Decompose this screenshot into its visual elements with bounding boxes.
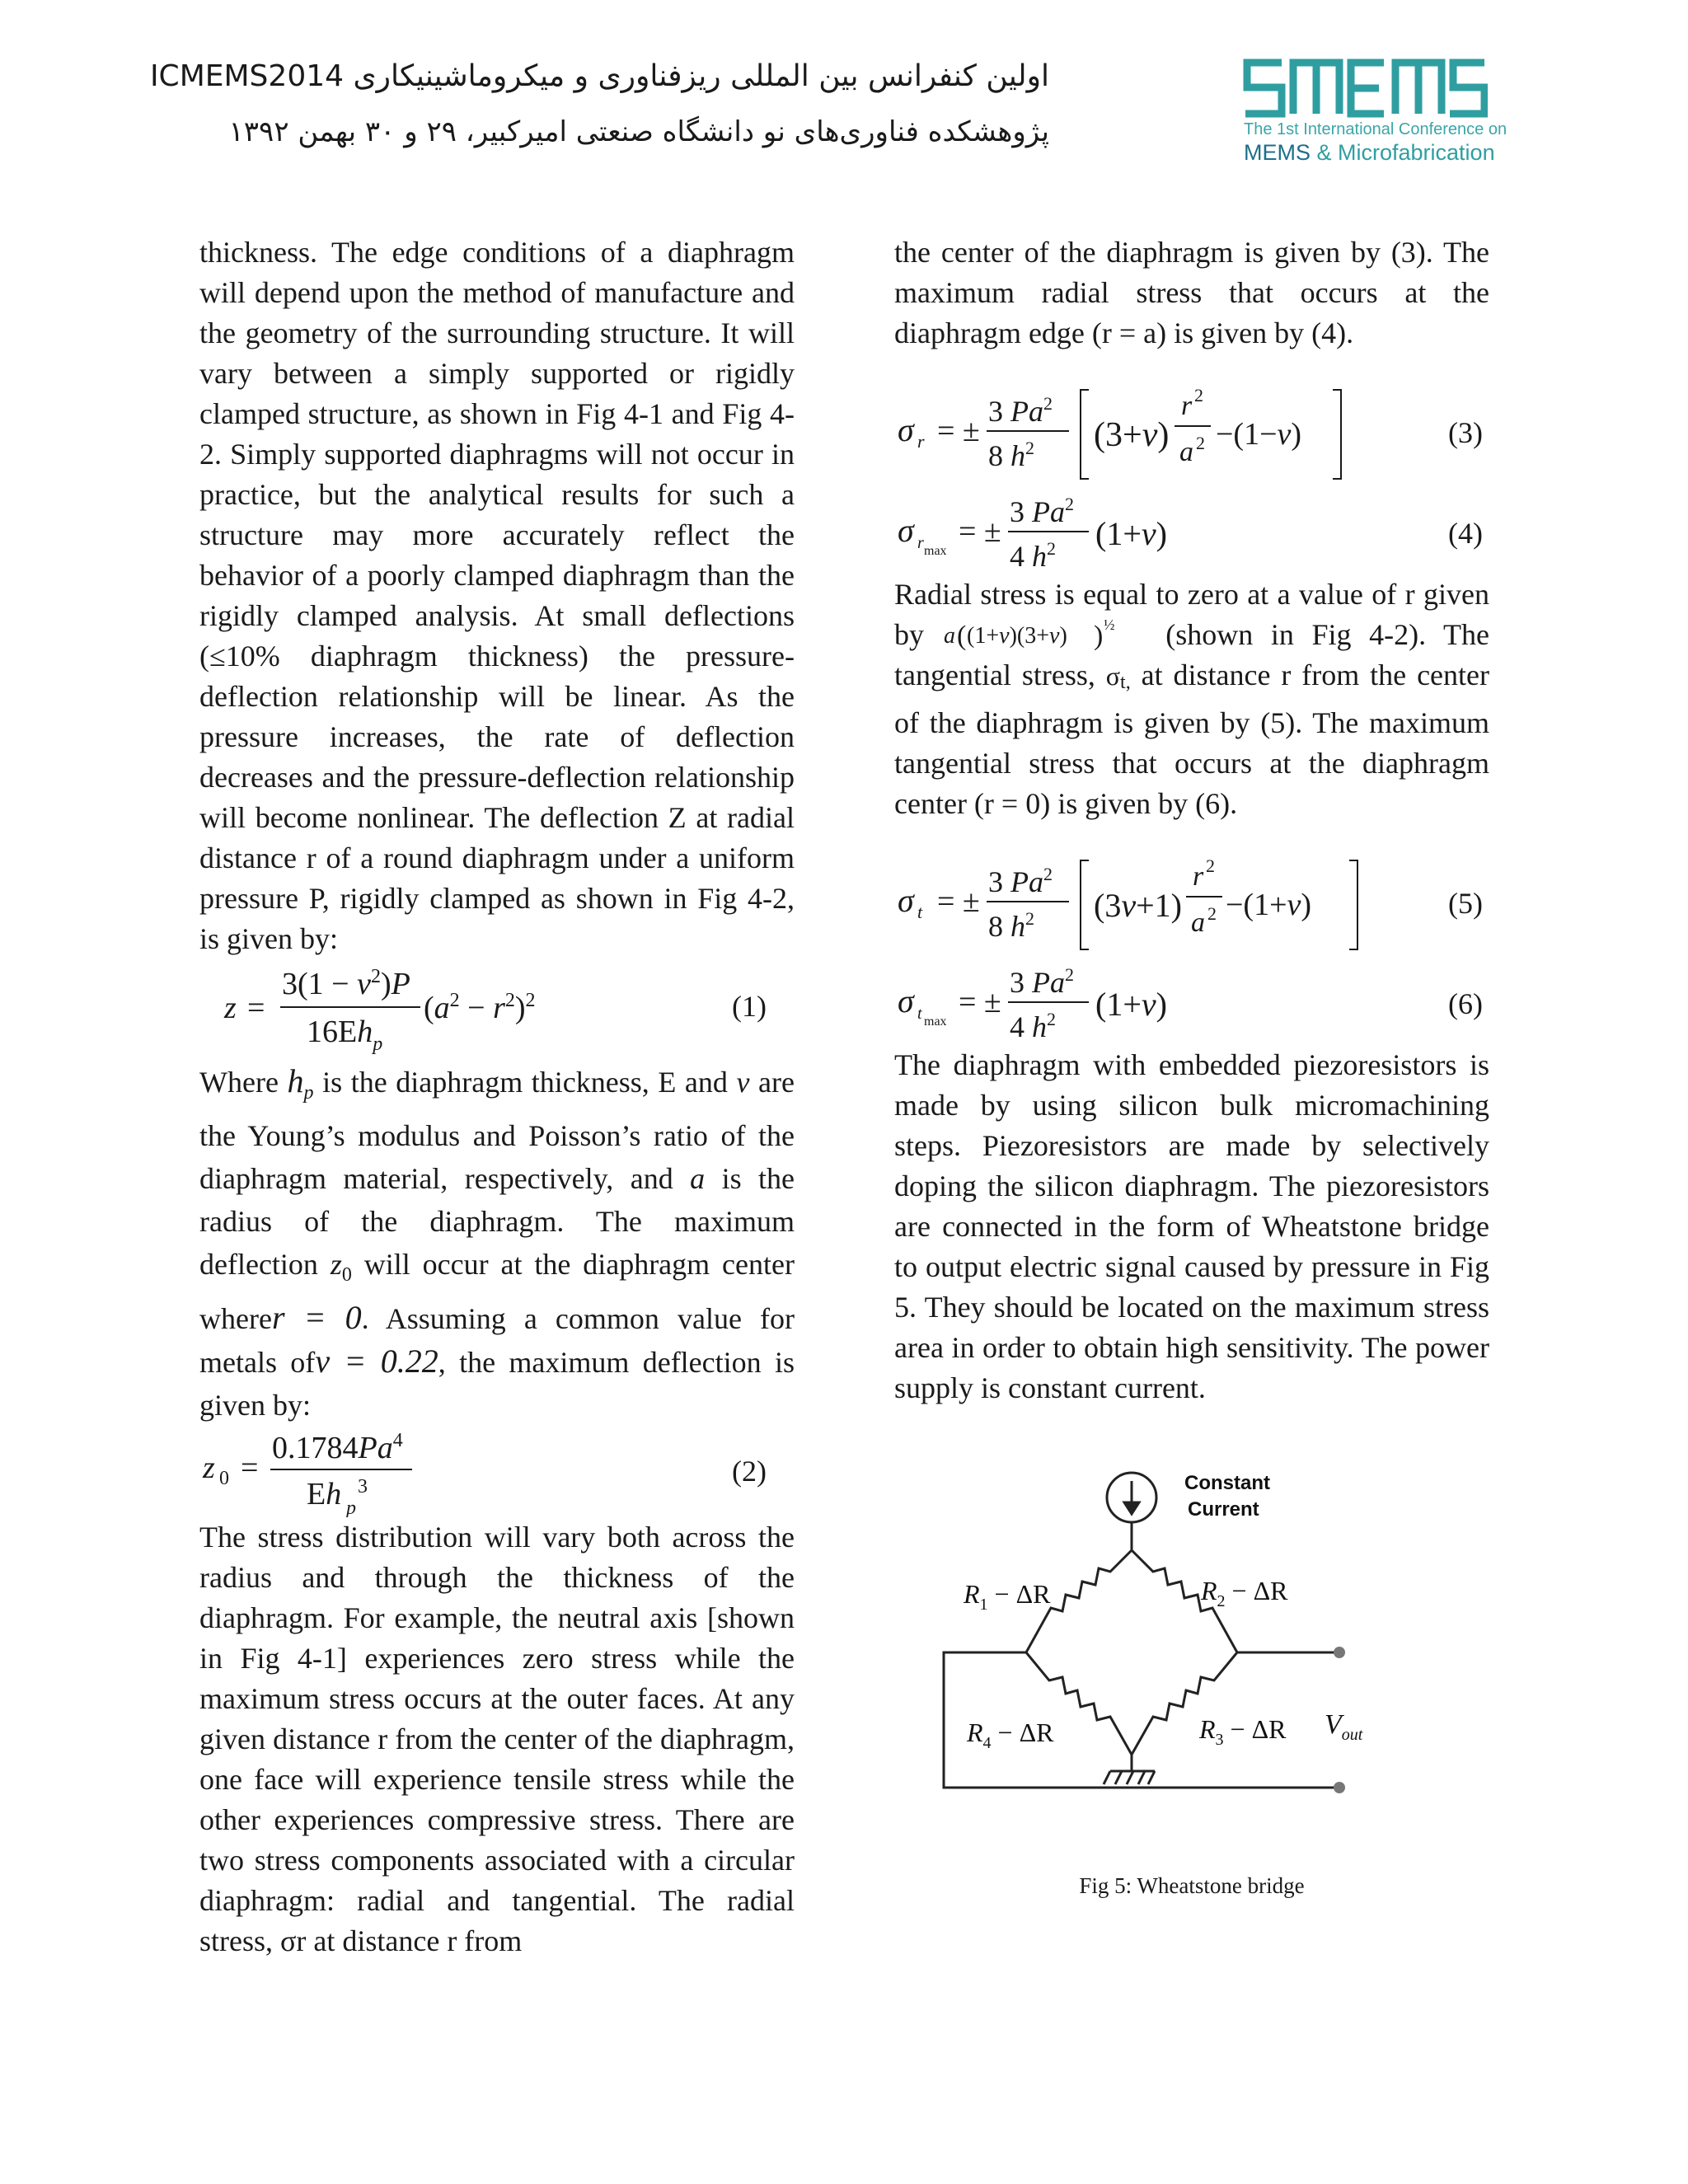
svg-text:3 Pa2: 3 Pa$^2$	[988, 393, 1053, 428]
svg-text:max: max	[924, 544, 947, 558]
svg-text:2: 2	[1206, 855, 1215, 876]
label-r1: $R_1 - \Delta R$	[964, 1579, 1051, 1614]
svg-text:4 h2: 4 $h^2$	[1010, 1009, 1056, 1043]
label-r2: $R_2 - \Delta R$	[1201, 1576, 1288, 1610]
svg-text:p: p	[346, 1497, 356, 1517]
label-r3: $R_3 - \Delta R$	[1199, 1714, 1287, 1749]
svg-text:(3+ν): (3+ν)	[1094, 416, 1170, 454]
equation-6-formula	[894, 963, 1389, 1045]
output-terminal-top	[1334, 1647, 1345, 1658]
equation-1	[199, 959, 795, 1055]
svg-text:=: =	[241, 1451, 259, 1485]
ground-icon	[1104, 1771, 1110, 1784]
equation-1-number: (1)	[732, 990, 767, 1023]
svg-text:8 h2: 8 $h^2$	[988, 908, 1034, 943]
equation-3-number: (3)	[1448, 416, 1483, 449]
svg-text:−(1+ν): −(1+ν)	[1226, 888, 1312, 922]
equation-2-formula	[199, 1427, 694, 1517]
output-terminal-bottom	[1334, 1782, 1345, 1793]
svg-text:16Ehp: $16Eh_p$	[307, 1015, 383, 1055]
equation-2	[199, 1427, 795, 1517]
equation-3	[894, 378, 1489, 487]
svg-text:σ: σ	[898, 982, 914, 1019]
paragraph-tangential-stress: Radial stress is equal to zero at a value of r given by a ( (1+ν)(3+ν) ) ½ (shown in Fig 4-2). The tangential stress, σt, at distance r from the center of the diaphragm is given by (5). The maximum tangential stress that occurs at the diaphragm center (r = 0) is given by (6).	[894, 578, 1490, 820]
label-vout: $V_{out}$	[1325, 1709, 1363, 1744]
smems-logo-icon	[1240, 56, 1488, 120]
svg-text:2: 2	[1194, 385, 1203, 405]
svg-text:(1+ν): (1+ν)	[1095, 515, 1167, 552]
svg-text:σ: σ	[898, 882, 914, 919]
paragraph-edge-conditions: thickness. The edge conditions of a diaphragm will depend upon the method of manufacture and the geometry of the surrounding structure. It will vary between a simply supported or rigidly clamped structure, as shown in Fig 4-1 and Fig 4-2. Simply supported diaphragms will not occur in practice, but the analytical results for such a structure may more accurately reflect the behavior of a poorly clamped diaphragm than the rigidly clamped analysis. At small deflections (≤10% diaphragm thickness) the pressure-deflection relationship will be linear. As the pressure increases, the rate of deflection decreases and the pressure-deflection relationship will become nonlinear. The deflection Z at radial distance r of a round diaphragm under a uniform pressure P, rigidly clamped as shown in Fig 4-2, is given by:	[199, 236, 795, 955]
equation-2-number: (2)	[732, 1455, 767, 1488]
paragraph-piezoresistors: The diaphragm with embedded piezoresistors is made by using silicon bulk micromachining steps. Piezoresistors are made by selectively doping the silicon diaphragm. The piezoresistors are connected in the form of Wheatstone bridge to output electric signal caused by pressure in Fig 5. They should be located on the maximum stress area in order to obtain high sensitivity. The power supply is constant current.	[894, 1048, 1489, 1404]
logo-caption: The 1st International Conference on	[1244, 120, 1507, 138]
svg-text:½: ½	[1103, 616, 1115, 633]
svg-text:max: max	[924, 1015, 947, 1029]
equation-5-number: (5)	[1448, 887, 1483, 920]
svg-text:r: r	[917, 534, 924, 552]
conference-logo	[1240, 56, 1507, 171]
wheatstone-bridge-diagram	[894, 1465, 1489, 1852]
svg-text:(: (	[956, 621, 966, 651]
svg-text:= ±: = ±	[937, 414, 980, 448]
equation-4-number: (4)	[1448, 517, 1483, 550]
svg-text:a: a	[943, 623, 955, 649]
source-label-line2: Current	[1188, 1498, 1259, 1521]
source-label-line1: Constant	[1184, 1472, 1270, 1494]
svg-text:z: z	[224, 991, 237, 1025]
svg-text:Eh: Eh	[307, 1477, 342, 1511]
svg-text:= ±: = ±	[937, 884, 980, 919]
svg-text:r: r	[1181, 391, 1193, 421]
svg-text:(1+ν): (1+ν)	[1095, 986, 1167, 1023]
svg-text:3: 3	[358, 1476, 368, 1497]
svg-text:3 Pa2: 3 Pa$^2$	[1010, 964, 1074, 999]
svg-text:(1+ν)(3+ν): (1+ν)(3+ν)	[966, 623, 1067, 649]
svg-text:σ: σ	[898, 411, 914, 448]
svg-text:= ±: = ±	[959, 514, 1001, 549]
svg-text:a: a	[1179, 437, 1193, 467]
svg-text:= ±: = ±	[959, 985, 1001, 1019]
svg-text:3 Pa2: 3 Pa$^2$	[1010, 494, 1074, 528]
figure-wheatstone-bridge	[894, 1465, 1489, 1906]
svg-text:r: r	[1193, 861, 1204, 892]
label-r4: $R_4 - \Delta R$	[967, 1718, 1054, 1752]
page-header	[0, 49, 1688, 173]
svg-text:8 h2: 8 $h^2$	[988, 438, 1034, 472]
svg-text:a: a	[1191, 907, 1205, 938]
figure-caption: Fig 5: Wheatstone bridge	[1079, 1873, 1305, 1898]
logo-subtitle: MEMS & Microfabrication	[1244, 140, 1495, 165]
equation-6	[894, 963, 1489, 1045]
inline-formula-zero-stress	[942, 615, 1148, 654]
equation-5-formula	[894, 849, 1389, 958]
conference-venue: پژوهشکده فناوری‌های نو دانشگاه صنعتی امیرکبیر، ۲۹ و ۳۰ بهمن ۱۳۹۲	[228, 115, 1049, 148]
paragraph-stress-distribution: The stress distribution will vary both across the radius and through the thickness of the diaphragm. For example, the neutral axis [shown in Fig 4-1] experiences zero stress while the maximum stress occurs at the outer faces. At any given distance r from the center of the diaphragm, one face will experience tensile stress while the other experiences compressive stress. There are two stress components associated with a circular diaphragm: radial and tangential. The radial stress, σr at distance r from	[199, 1521, 795, 1957]
equation-4	[894, 492, 1489, 574]
svg-text:3 Pa2: 3 Pa$^2$	[988, 864, 1053, 898]
svg-text:2: 2	[1207, 903, 1217, 924]
equation-6-number: (6)	[1448, 987, 1483, 1020]
svg-text:r: r	[917, 431, 925, 452]
svg-text:0: 0	[219, 1468, 229, 1489]
svg-text:t: t	[917, 902, 923, 922]
paragraph-radial-stress: the center of the diaphragm is given by (3). The maximum radial stress that occurs at the diaphragm edge (r = a) is given by (4).	[894, 236, 1489, 349]
right-column	[894, 232, 1489, 1906]
svg-text:2: 2	[1196, 433, 1205, 453]
svg-text:(3ν+1): (3ν+1)	[1094, 887, 1182, 924]
equation-3-formula	[894, 378, 1389, 487]
svg-text:3(1 − ν2)P: $3(1 - \nu^2)P$	[282, 966, 410, 1001]
svg-text:4 h2: 4 $h^2$	[1010, 538, 1056, 573]
paragraph-variables: Where $h_p$ is the diaphragm thickness, E and ν are the Young’s modulus and Poisson’s ratio of the diaphragm material, respectively, and a is the radius of the diaphragm. The maximum deflection $z_0$ will occur at the diaphragm center wherer = 0. Assuming a common value for metals ofν = 0.22, the maximum deflection is given by:	[199, 1062, 795, 1422]
svg-text:z: z	[203, 1451, 215, 1485]
equation-4-formula	[894, 492, 1389, 574]
svg-text:(a2 − r2)2: $(a^2 - r^2)^2$	[424, 990, 536, 1025]
svg-text:=: =	[247, 991, 265, 1025]
svg-text:−(1−ν): −(1−ν)	[1216, 417, 1302, 452]
svg-text:t: t	[917, 1005, 922, 1023]
svg-text:0.1784Pa4: 0.1784Pa$^4$	[272, 1430, 403, 1465]
left-column	[199, 232, 795, 1961]
conference-title: اولین کنفرانس بین المللی ریزفناوری و میکروماشینیکاری ICMEMS2014	[149, 59, 1049, 93]
svg-text:): )	[1093, 621, 1103, 651]
equation-1-formula	[199, 959, 694, 1055]
svg-text:σ: σ	[898, 512, 914, 549]
equation-5	[894, 849, 1489, 958]
